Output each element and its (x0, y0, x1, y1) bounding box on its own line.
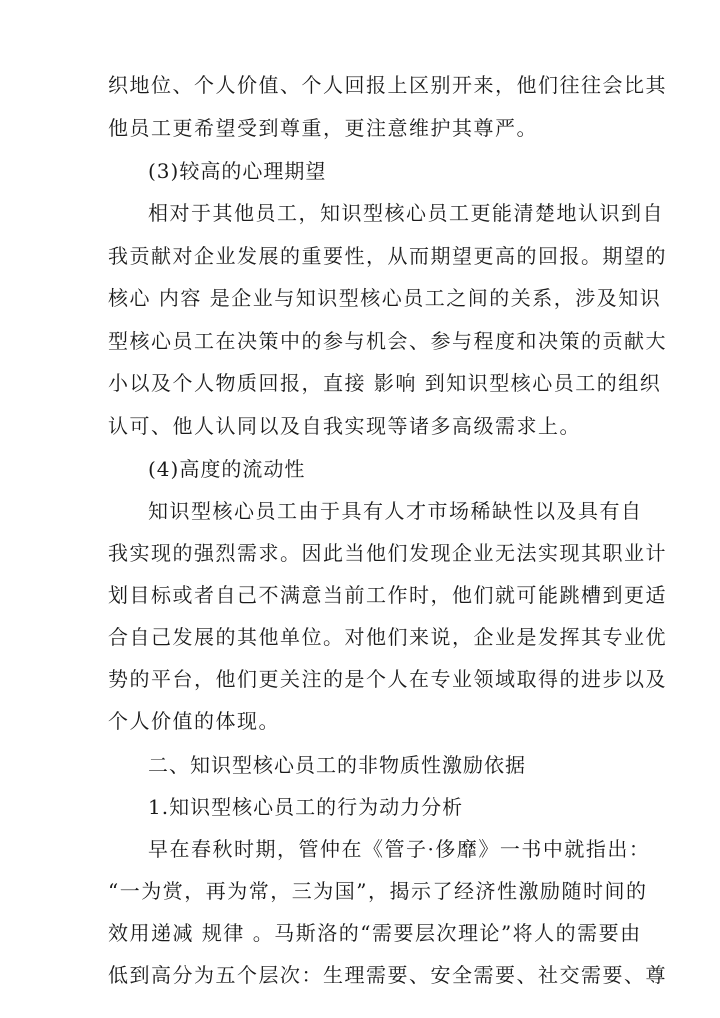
paragraph-line: 织地位、个人价值、个人回报上区别开来，他们往往会比其 (108, 73, 667, 97)
paragraph-line: 小以及个人物质回报，直接 影响 到知识型核心员工的组织 (108, 371, 662, 395)
paragraph-line: 效用递减 规律 。马斯洛的“需要层次理论”将人的需要由 (108, 921, 642, 945)
paragraph-line: “一为赏，再为常，三为国”，揭示了经济性激励随时间的 (108, 879, 648, 903)
paragraph-line: 早在春秋时期，管仲在《管子·侈靡》一书中就指出： (148, 837, 651, 861)
paragraph-line: 相对于其他员工，知识型核心员工更能清楚地认识到自 (148, 201, 664, 225)
paragraph-line: 知识型核心员工由于具有人才市场稀缺性以及具有自 (148, 499, 643, 523)
paragraph-line: 个人价值的体现。 (108, 709, 280, 733)
paragraph-line: 我贡献对企业发展的重要性，从而期望更高的回报。期望的 (108, 244, 667, 268)
paragraph-line: 我实现的强烈需求。因此当他们发现企业无法实现其职业计 (108, 541, 667, 565)
paragraph-line: 势的平台，他们更关注的是个人在专业领域取得的进步以及 (108, 667, 667, 691)
section-heading: 二、知识型核心员工的非物质性激励依据 (148, 753, 526, 777)
paragraph-line: 认可、他人认同以及自我实现等诸多高级需求上。 (108, 414, 581, 438)
paragraph-line: 合自己发展的其他单位。对他们来说，企业是发挥其专业优 (108, 625, 667, 649)
paragraph-line: 核心 内容 是企业与知识型核心员工之间的关系，涉及知识 (108, 286, 662, 310)
paragraph-line: 他员工更希望受到尊重，更注意维护其尊严。 (108, 116, 538, 140)
paragraph-line: 低到高分为五个层次：生理需要、安全需要、社交需要、尊 (108, 963, 667, 987)
paragraph-line: 划目标或者自己不满意当前工作时，他们就可能跳槽到更适 (108, 583, 667, 607)
subsection-heading: 1.知识型核心员工的行为动力分析 (148, 795, 464, 819)
section-heading: (3)较高的心理期望 (148, 159, 327, 183)
section-heading: (4)高度的流动性 (148, 457, 306, 481)
paragraph-line: 型核心员工在决策中的参与机会、参与程度和决策的贡献大 (108, 329, 667, 353)
